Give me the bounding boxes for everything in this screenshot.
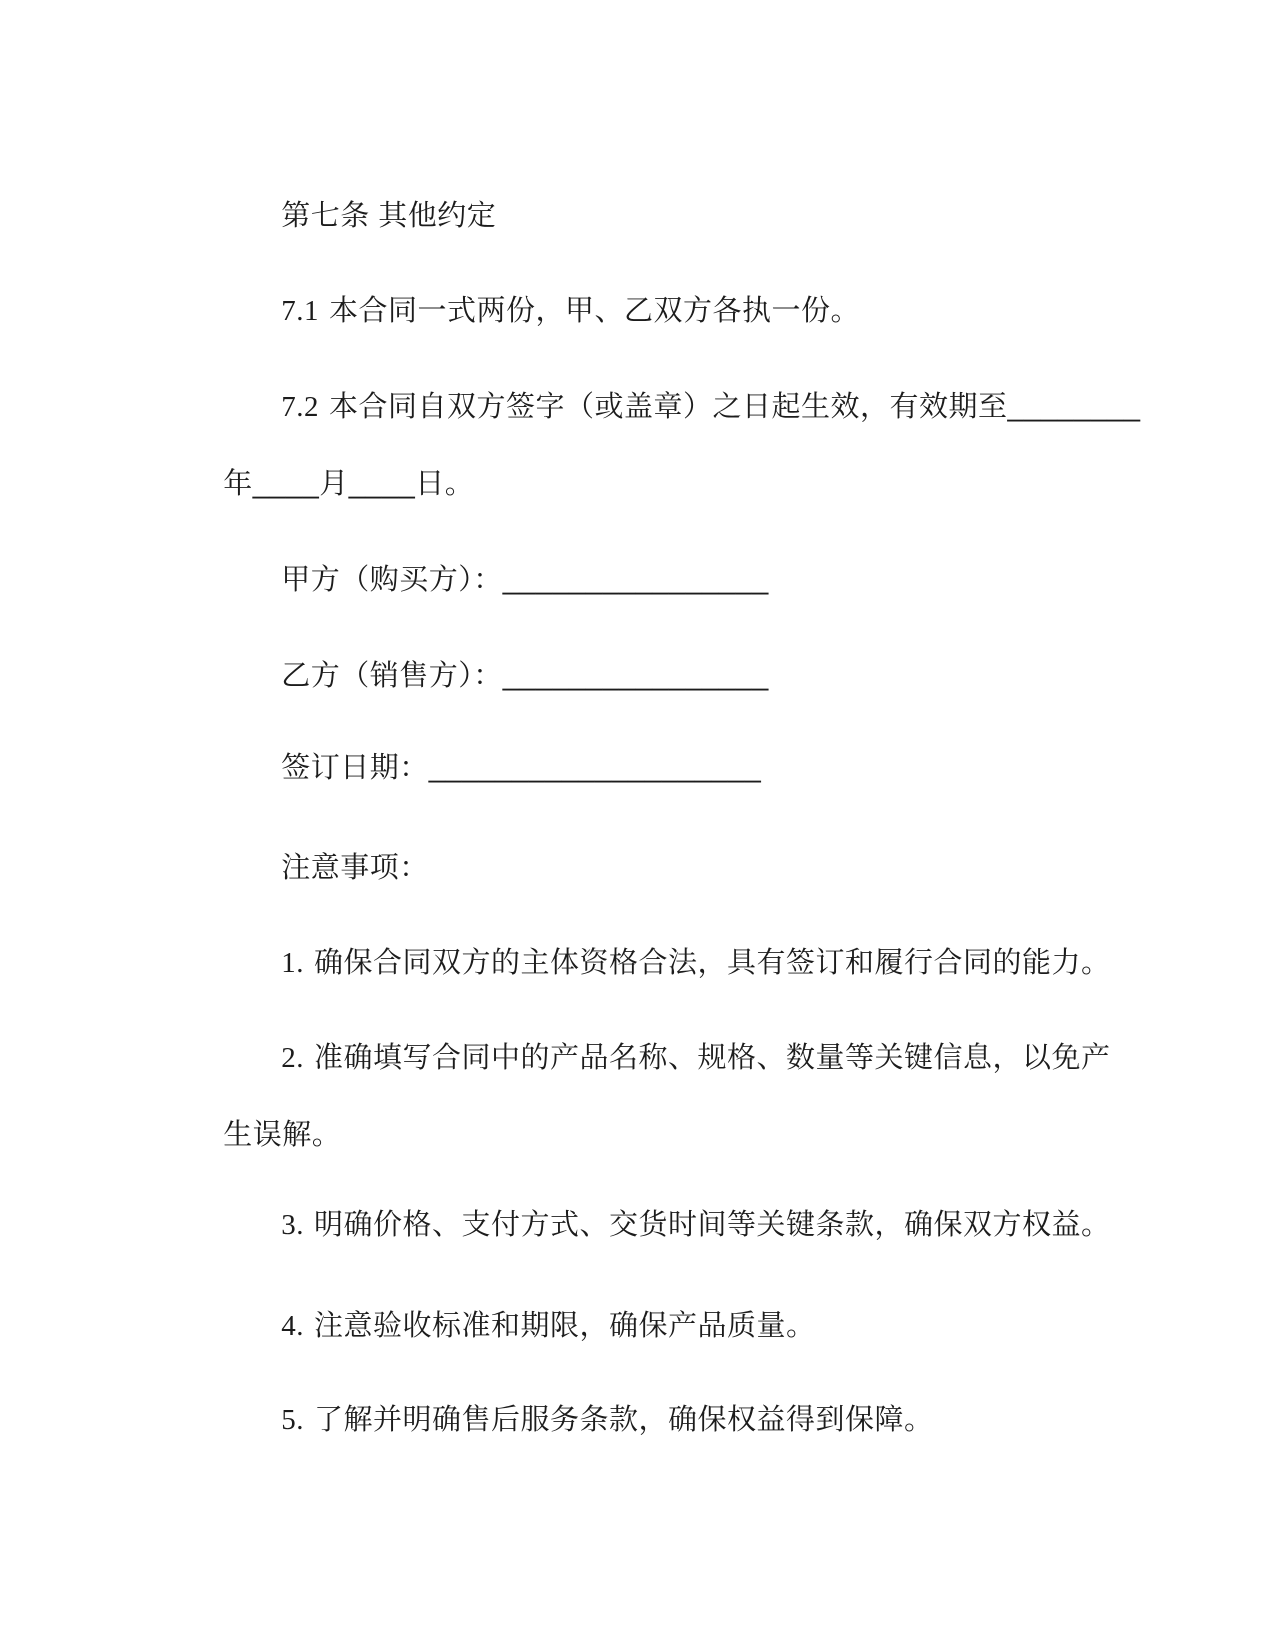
note-1-text: 确保合同双方的主体资格合法，具有签订和履行合同的能力。 — [313, 947, 1111, 979]
note-2-number: 2. — [281, 1042, 304, 1074]
note-3-text: 明确价格、支付方式、交货时间等关键条款，确保双方权益。 — [313, 1209, 1111, 1241]
signing-date-label-and-blank: 签订日期：____________________ — [281, 752, 762, 784]
note-5 — [247, 1360, 934, 1480]
party-b-label-and-blank: 乙方（销售方）：________________ — [281, 660, 769, 692]
note-5-number: 5. — [281, 1404, 304, 1436]
note-4-number: 4. — [281, 1310, 304, 1342]
clause-7-2-line2-text: 年____月____日。 — [223, 468, 475, 500]
clause-7-2-number: 7.2 — [281, 391, 319, 423]
note-2-line1 — [247, 998, 1111, 1118]
note-5-text: 了解并明确售后服务条款，确保权益得到保障。 — [313, 1404, 934, 1436]
article-7-heading-text: 第七条 其他约定 — [281, 200, 497, 232]
note-1-number: 1. — [281, 947, 304, 979]
note-2-text: 准确填写合同中的产品名称、规格、数量等关键信息，以免产 — [313, 1042, 1111, 1074]
note-2-line2-text: 生误解。 — [223, 1119, 342, 1151]
clause-7-2-text: 本合同自双方签字（或盖章）之日起生效，有效期至________ — [328, 391, 1141, 423]
note-3-number: 3. — [281, 1209, 304, 1241]
note-4-text: 注意验收标准和期限，确保产品质量。 — [313, 1310, 816, 1342]
clause-7-1-text: 本合同一式两份，甲、乙双方各执一份。 — [328, 295, 860, 327]
notes-heading-text: 注意事项： — [281, 852, 429, 884]
party-a-label-and-blank: 甲方（购买方）：________________ — [281, 564, 769, 596]
clause-7-1-number: 7.1 — [281, 295, 319, 327]
